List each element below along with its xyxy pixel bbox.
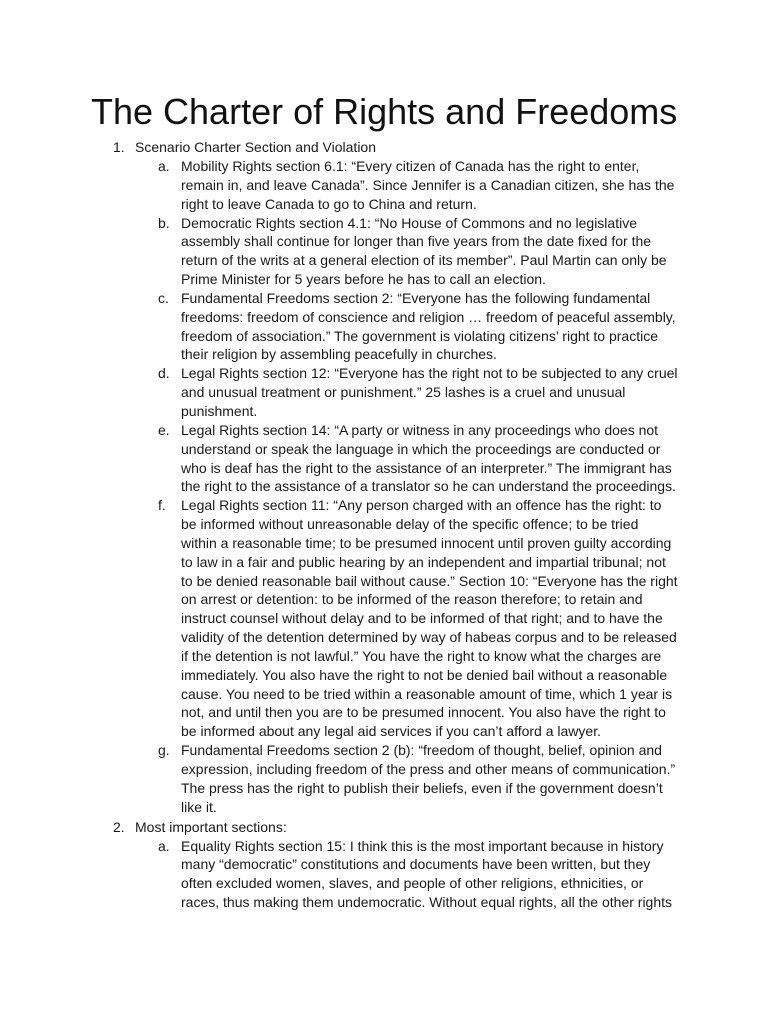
list-item bbox=[0, 157, 768, 214]
section-2 bbox=[0, 817, 768, 912]
item-text: Mobility Rights section 6.1: “Every citizen of Canada has the right to enter, remain in, and leave Canada”. Since Jennifer is a Canadian citizen, she has the right to leave Canada to go to China and return. bbox=[181, 158, 675, 212]
list-item bbox=[0, 289, 768, 364]
item-text: Democratic Rights section 4.1: “No House of Commons and no legislative assembly shall continue for longer than five years from the date fixed for the return of the writs at a general election of its member”. Paul Martin can only be Prime Minister for 5 years before he has to call an election. bbox=[181, 214, 667, 288]
section-heading: Most important sections: bbox=[135, 818, 287, 835]
item-letter: a. bbox=[158, 158, 170, 174]
list-item bbox=[0, 837, 768, 912]
list-item bbox=[0, 364, 768, 421]
section-2-items bbox=[0, 837, 768, 912]
item-letter: c. bbox=[158, 289, 169, 306]
document-title: The Charter of Rights and Freedoms bbox=[91, 91, 678, 132]
item-text: Legal Rights section 14: “A party or witness in any proceedings who does not understand or speak the language in which the proceedings are conducted or who is deaf has the right to the assistance of an interpreter.” The immigrant has the right to the assistance of a translator so he can understand the proceedings. bbox=[181, 421, 676, 495]
item-letter: e. bbox=[158, 421, 170, 438]
item-text: Legal Rights section 11: “Any person charged with an offence has the right: to be informed without unreasonable delay of the specific offence; to be tried within a reasonable time; to be presumed innocent until proven guilty according to law in a fair and public hearing by an independent and impartial tribunal; not to be denied reasonable bail without cause.” Section 10: “Everyone has the right on arrest or detention: to be informed of the reason therefore; to retain and instruct counsel without delay and to be informed of that right; and to have the validity of the detention determined by way of habeas corpus and to be released if the detention is not lawful.” You have the right to know what the charges are immediately. You also have the right to not be denied bail without a reasonable cause. You need to be tried within a reasonable amount of time, which 1 year is not, and until then you are to be presumed innocent. You also have the right to be informed about any legal aid services if you can’t afford a lawyer. bbox=[181, 497, 678, 740]
list-item bbox=[0, 496, 768, 741]
section-number: 2. bbox=[113, 818, 125, 835]
sections-list bbox=[0, 137, 768, 912]
item-text: Fundamental Freedoms section 2: “Everyone has the following fundamental freedoms: freedom of conscience and religion … freedom of peaceful assembly, freedom of association.” The government is violating citizens’ right to practice their religion by assembling peacefully in churches. bbox=[181, 289, 676, 363]
item-letter: a. bbox=[158, 837, 170, 854]
section-number: 1. bbox=[113, 139, 125, 155]
list-item bbox=[0, 421, 768, 496]
list-item bbox=[0, 214, 768, 289]
section-1-items bbox=[0, 157, 768, 817]
item-text: Legal Rights section 12: “Everyone has the right not to be subjected to any cruel and unusual treatment or punishment.” 25 lashes is a cruel and unusual punishment. bbox=[181, 365, 678, 419]
item-letter: g. bbox=[158, 742, 170, 759]
item-letter: f. bbox=[158, 497, 166, 514]
item-letter: b. bbox=[158, 214, 170, 231]
section-1 bbox=[0, 137, 768, 817]
list-item bbox=[0, 741, 768, 816]
item-letter: d. bbox=[158, 365, 170, 382]
item-text: Equality Rights section 15: I think this is the most important because in history many “democratic” constitutions and documents have been written, but they often excluded women, slaves, and people of other religions, ethnicities, or races, thus making them undemocratic. Without equal rights, all the other rights bbox=[181, 837, 673, 911]
item-text: Fundamental Freedoms section 2 (b): “freedom of thought, belief, opinion and expression, including freedom of the press and other means of communication.” The press has the right to publish their beliefs, even if the government doesn’t like it. bbox=[181, 742, 676, 815]
section-heading: Scenario Charter Section and Violation bbox=[135, 139, 377, 155]
